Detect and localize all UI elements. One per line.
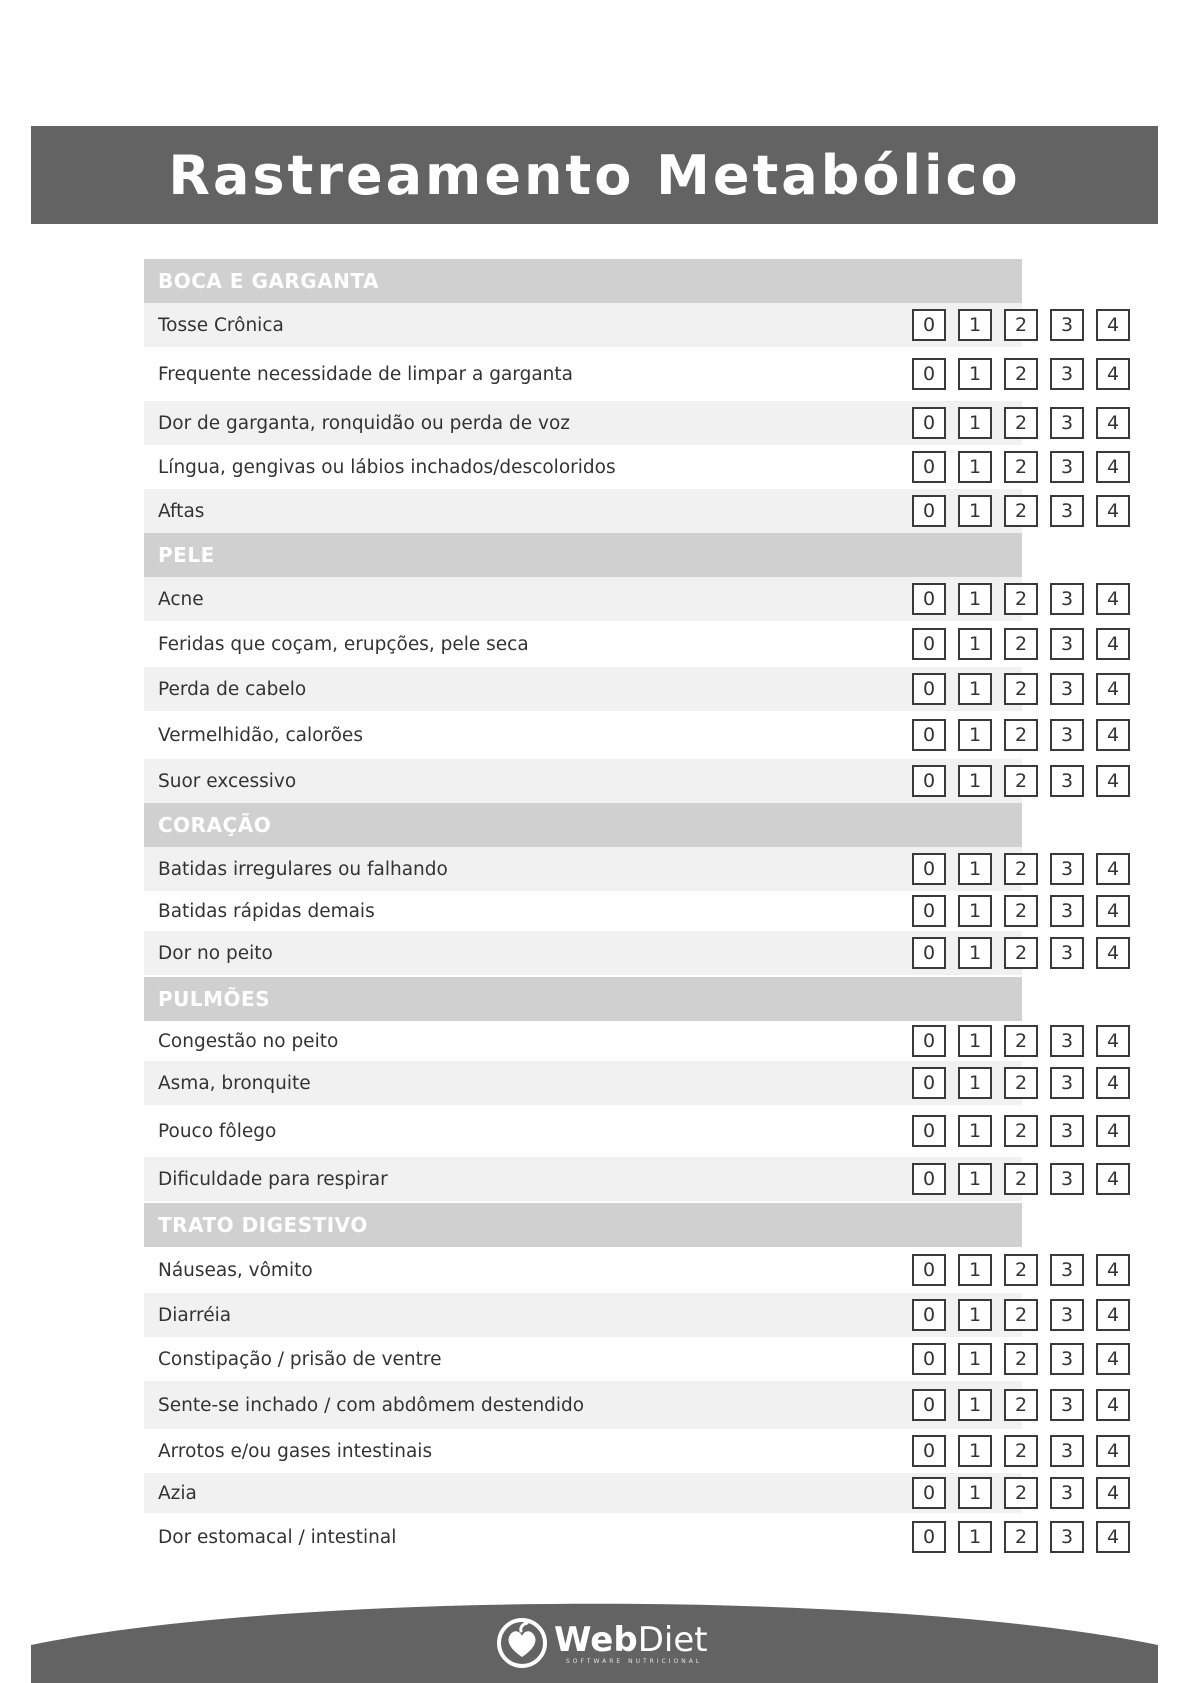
rating-scale bbox=[912, 1067, 1130, 1099]
rating-option-3[interactable]: 3 bbox=[1050, 628, 1084, 660]
rating-option-4[interactable]: 4 bbox=[1096, 451, 1130, 483]
rating-scale bbox=[912, 895, 1130, 927]
rating-option-4[interactable]: 4 bbox=[1096, 1299, 1130, 1331]
rating-option-2[interactable]: 2 bbox=[1004, 1389, 1038, 1421]
symptom-row bbox=[144, 1381, 1120, 1429]
rating-option-0[interactable]: 0 bbox=[912, 719, 946, 751]
symptom-label: Congestão no peito bbox=[158, 1030, 339, 1052]
rating-option-0[interactable]: 0 bbox=[912, 407, 946, 439]
symptom-label: Arrotos e/ou gases intestinais bbox=[158, 1440, 433, 1462]
rating-option-2[interactable]: 2 bbox=[1004, 1163, 1038, 1195]
heart-apple-icon bbox=[496, 1617, 548, 1669]
rating-option-3[interactable]: 3 bbox=[1050, 1521, 1084, 1553]
section-header: TRATO DIGESTIVO bbox=[144, 1203, 1022, 1247]
symptom-row bbox=[144, 759, 1120, 803]
rating-option-4[interactable]: 4 bbox=[1096, 583, 1130, 615]
rating-option-3[interactable]: 3 bbox=[1050, 765, 1084, 797]
rating-option-3[interactable]: 3 bbox=[1050, 853, 1084, 885]
symptom-label: Sente-se inchado / com abdômem destendido bbox=[158, 1394, 585, 1416]
rating-option-1[interactable]: 1 bbox=[958, 1254, 992, 1286]
rating-option-1[interactable]: 1 bbox=[958, 1115, 992, 1147]
rating-option-3[interactable]: 3 bbox=[1050, 1025, 1084, 1057]
rating-scale bbox=[912, 719, 1130, 751]
rating-option-2[interactable]: 2 bbox=[1004, 358, 1038, 390]
rating-option-0[interactable]: 0 bbox=[912, 1025, 946, 1057]
rating-option-3[interactable]: 3 bbox=[1050, 495, 1084, 527]
rating-option-2[interactable]: 2 bbox=[1004, 1254, 1038, 1286]
rating-option-3[interactable]: 3 bbox=[1050, 1163, 1084, 1195]
brand-light: Diet bbox=[637, 1619, 708, 1660]
header-banner bbox=[31, 126, 1158, 224]
rating-scale bbox=[912, 1254, 1130, 1286]
rating-option-1[interactable]: 1 bbox=[958, 358, 992, 390]
symptom-row bbox=[144, 1021, 1120, 1061]
rating-option-4[interactable]: 4 bbox=[1096, 673, 1130, 705]
rating-scale bbox=[912, 1299, 1130, 1331]
symptom-row bbox=[144, 577, 1120, 621]
symptom-label: Constipação / prisão de ventre bbox=[158, 1348, 442, 1370]
rating-option-2[interactable]: 2 bbox=[1004, 1477, 1038, 1509]
symptom-label: Dor no peito bbox=[158, 942, 273, 964]
rating-option-2[interactable]: 2 bbox=[1004, 407, 1038, 439]
brand-bold: Web bbox=[554, 1619, 638, 1660]
rating-scale bbox=[912, 765, 1130, 797]
rating-option-3[interactable]: 3 bbox=[1050, 1254, 1084, 1286]
symptom-label: Feridas que coçam, erupções, pele seca bbox=[158, 633, 529, 655]
rating-option-2[interactable]: 2 bbox=[1004, 937, 1038, 969]
rating-option-2[interactable]: 2 bbox=[1004, 1299, 1038, 1331]
symptom-row bbox=[144, 489, 1120, 533]
symptom-label: Vermelhidão, calorões bbox=[158, 724, 363, 746]
symptom-row bbox=[144, 931, 1120, 975]
rating-option-1[interactable]: 1 bbox=[958, 895, 992, 927]
rating-option-2[interactable]: 2 bbox=[1004, 895, 1038, 927]
rating-option-4[interactable]: 4 bbox=[1096, 1115, 1130, 1147]
symptom-label: Náuseas, vômito bbox=[158, 1259, 313, 1281]
rating-option-0[interactable]: 0 bbox=[912, 1435, 946, 1467]
rating-option-2[interactable]: 2 bbox=[1004, 309, 1038, 341]
rating-scale bbox=[912, 309, 1130, 341]
symptom-label: Asma, bronquite bbox=[158, 1072, 311, 1094]
rating-option-0[interactable]: 0 bbox=[912, 1389, 946, 1421]
symptom-row bbox=[144, 303, 1120, 347]
rating-scale bbox=[912, 1477, 1130, 1509]
rating-scale bbox=[912, 495, 1130, 527]
rating-scale bbox=[912, 1343, 1130, 1375]
symptom-label: Dor estomacal / intestinal bbox=[158, 1526, 397, 1548]
rating-option-2[interactable]: 2 bbox=[1004, 853, 1038, 885]
symptom-row bbox=[144, 1247, 1120, 1293]
symptom-row bbox=[144, 1513, 1120, 1561]
rating-option-4[interactable]: 4 bbox=[1096, 1435, 1130, 1467]
rating-option-1[interactable]: 1 bbox=[958, 583, 992, 615]
symptom-row bbox=[144, 1293, 1120, 1337]
rating-option-2[interactable]: 2 bbox=[1004, 628, 1038, 660]
symptom-label: Diarréia bbox=[158, 1304, 232, 1326]
symptom-label: Suor excessivo bbox=[158, 770, 297, 792]
rating-option-4[interactable]: 4 bbox=[1096, 1521, 1130, 1553]
rating-scale bbox=[912, 1521, 1130, 1553]
rating-option-0[interactable]: 0 bbox=[912, 1477, 946, 1509]
rating-option-3[interactable]: 3 bbox=[1050, 719, 1084, 751]
rating-option-2[interactable]: 2 bbox=[1004, 719, 1038, 751]
rating-option-3[interactable]: 3 bbox=[1050, 1299, 1084, 1331]
rating-scale bbox=[912, 1025, 1130, 1057]
rating-scale bbox=[912, 937, 1130, 969]
rating-option-0[interactable]: 0 bbox=[912, 1067, 946, 1099]
rating-option-0[interactable]: 0 bbox=[912, 1343, 946, 1375]
rating-option-1[interactable]: 1 bbox=[958, 451, 992, 483]
symptom-label: Dor de garganta, ronquidão ou perda de voz bbox=[158, 412, 570, 434]
rating-option-4[interactable]: 4 bbox=[1096, 407, 1130, 439]
symptom-row bbox=[144, 1157, 1120, 1201]
rating-option-4[interactable]: 4 bbox=[1096, 1343, 1130, 1375]
rating-option-4[interactable]: 4 bbox=[1096, 853, 1130, 885]
rating-option-2[interactable]: 2 bbox=[1004, 1521, 1038, 1553]
rating-option-2[interactable]: 2 bbox=[1004, 1115, 1038, 1147]
symptom-label: Batidas irregulares ou falhando bbox=[158, 858, 448, 880]
symptom-label: Dificuldade para respirar bbox=[158, 1168, 388, 1190]
rating-option-2[interactable]: 2 bbox=[1004, 1025, 1038, 1057]
symptom-label: Tosse Crônica bbox=[158, 314, 284, 336]
rating-option-2[interactable]: 2 bbox=[1004, 495, 1038, 527]
rating-option-3[interactable]: 3 bbox=[1050, 1477, 1084, 1509]
rating-option-1[interactable]: 1 bbox=[958, 719, 992, 751]
brand-tagline: SOFTWARE NUTRICIONAL bbox=[566, 1657, 703, 1665]
symptom-row bbox=[144, 1105, 1120, 1157]
rating-option-0[interactable]: 0 bbox=[912, 309, 946, 341]
symptom-label: Perda de cabelo bbox=[158, 678, 307, 700]
rating-scale bbox=[912, 451, 1130, 483]
rating-option-1[interactable]: 1 bbox=[958, 1025, 992, 1057]
rating-option-1[interactable]: 1 bbox=[958, 628, 992, 660]
rating-scale bbox=[912, 358, 1130, 390]
symptom-label: Azia bbox=[158, 1482, 197, 1504]
rating-option-2[interactable]: 2 bbox=[1004, 583, 1038, 615]
rating-option-1[interactable]: 1 bbox=[958, 853, 992, 885]
rating-option-1[interactable]: 1 bbox=[958, 1299, 992, 1331]
rating-option-1[interactable]: 1 bbox=[958, 1067, 992, 1099]
symptom-row bbox=[144, 891, 1120, 931]
rating-scale bbox=[912, 1435, 1130, 1467]
rating-option-1[interactable]: 1 bbox=[958, 1389, 992, 1421]
rating-option-4[interactable]: 4 bbox=[1096, 1025, 1130, 1057]
rating-option-0[interactable]: 0 bbox=[912, 1299, 946, 1331]
rating-option-3[interactable]: 3 bbox=[1050, 1343, 1084, 1375]
rating-option-4[interactable]: 4 bbox=[1096, 895, 1130, 927]
rating-option-1[interactable]: 1 bbox=[958, 309, 992, 341]
symptom-label: Aftas bbox=[158, 500, 205, 522]
rating-option-0[interactable]: 0 bbox=[912, 358, 946, 390]
rating-option-2[interactable]: 2 bbox=[1004, 1435, 1038, 1467]
rating-option-4[interactable]: 4 bbox=[1096, 937, 1130, 969]
symptom-label: Acne bbox=[158, 588, 204, 610]
section-header: BOCA E GARGANTA bbox=[144, 259, 1022, 303]
rating-option-3[interactable]: 3 bbox=[1050, 407, 1084, 439]
symptom-label: Língua, gengivas ou lábios inchados/descoloridos bbox=[158, 456, 616, 478]
rating-scale bbox=[912, 1389, 1130, 1421]
rating-option-1[interactable]: 1 bbox=[958, 1343, 992, 1375]
rating-option-0[interactable]: 0 bbox=[912, 1521, 946, 1553]
rating-option-3[interactable]: 3 bbox=[1050, 583, 1084, 615]
symptom-row bbox=[144, 445, 1120, 489]
rating-option-1[interactable]: 1 bbox=[958, 1435, 992, 1467]
rating-option-1[interactable]: 1 bbox=[958, 495, 992, 527]
rating-option-3[interactable]: 3 bbox=[1050, 895, 1084, 927]
rating-option-0[interactable]: 0 bbox=[912, 495, 946, 527]
rating-option-2[interactable]: 2 bbox=[1004, 1343, 1038, 1375]
rating-option-0[interactable]: 0 bbox=[912, 937, 946, 969]
symptom-row bbox=[144, 1337, 1120, 1381]
rating-option-0[interactable]: 0 bbox=[912, 673, 946, 705]
rating-option-4[interactable]: 4 bbox=[1096, 1254, 1130, 1286]
rating-option-0[interactable]: 0 bbox=[912, 451, 946, 483]
rating-option-4[interactable]: 4 bbox=[1096, 309, 1130, 341]
symptom-row bbox=[144, 1429, 1120, 1473]
rating-option-2[interactable]: 2 bbox=[1004, 451, 1038, 483]
symptom-row bbox=[144, 711, 1120, 759]
rating-option-0[interactable]: 0 bbox=[912, 1115, 946, 1147]
rating-option-3[interactable]: 3 bbox=[1050, 673, 1084, 705]
rating-option-3[interactable]: 3 bbox=[1050, 358, 1084, 390]
rating-option-4[interactable]: 4 bbox=[1096, 1067, 1130, 1099]
rating-option-3[interactable]: 3 bbox=[1050, 937, 1084, 969]
rating-option-1[interactable]: 1 bbox=[958, 765, 992, 797]
rating-option-2[interactable]: 2 bbox=[1004, 1067, 1038, 1099]
rating-option-1[interactable]: 1 bbox=[958, 1521, 992, 1553]
symptom-row bbox=[144, 347, 1120, 401]
symptom-label: Pouco fôlego bbox=[158, 1120, 277, 1142]
section-header: CORAÇÃO bbox=[144, 803, 1022, 847]
symptom-row bbox=[144, 621, 1120, 667]
rating-option-4[interactable]: 4 bbox=[1096, 1477, 1130, 1509]
rating-scale bbox=[912, 673, 1130, 705]
symptom-label: Frequente necessidade de limpar a garganta bbox=[158, 363, 573, 385]
rating-option-4[interactable]: 4 bbox=[1096, 765, 1130, 797]
rating-option-3[interactable]: 3 bbox=[1050, 309, 1084, 341]
rating-option-3[interactable]: 3 bbox=[1050, 1115, 1084, 1147]
rating-option-4[interactable]: 4 bbox=[1096, 719, 1130, 751]
rating-option-1[interactable]: 1 bbox=[958, 673, 992, 705]
page-title: Rastreamento Metabólico bbox=[168, 143, 1021, 207]
rating-option-3[interactable]: 3 bbox=[1050, 1067, 1084, 1099]
rating-option-2[interactable]: 2 bbox=[1004, 765, 1038, 797]
rating-option-0[interactable]: 0 bbox=[912, 1163, 946, 1195]
rating-scale bbox=[912, 1163, 1130, 1195]
rating-option-0[interactable]: 0 bbox=[912, 853, 946, 885]
rating-option-2[interactable]: 2 bbox=[1004, 673, 1038, 705]
rating-option-4[interactable]: 4 bbox=[1096, 1163, 1130, 1195]
rating-option-0[interactable]: 0 bbox=[912, 583, 946, 615]
rating-option-0[interactable]: 0 bbox=[912, 765, 946, 797]
rating-option-1[interactable]: 1 bbox=[958, 407, 992, 439]
rating-option-3[interactable]: 3 bbox=[1050, 1389, 1084, 1421]
rating-option-1[interactable]: 1 bbox=[958, 1163, 992, 1195]
symptom-row bbox=[144, 1473, 1120, 1513]
rating-option-1[interactable]: 1 bbox=[958, 937, 992, 969]
rating-scale bbox=[912, 583, 1130, 615]
rating-scale bbox=[912, 1115, 1130, 1147]
rating-option-1[interactable]: 1 bbox=[958, 1477, 992, 1509]
rating-option-3[interactable]: 3 bbox=[1050, 1435, 1084, 1467]
rating-scale bbox=[912, 853, 1130, 885]
rating-option-0[interactable]: 0 bbox=[912, 628, 946, 660]
rating-scale bbox=[912, 628, 1130, 660]
symptom-label: Batidas rápidas demais bbox=[158, 900, 375, 922]
section-header: PULMÕES bbox=[144, 977, 1022, 1021]
rating-option-4[interactable]: 4 bbox=[1096, 495, 1130, 527]
webdiet-logo bbox=[496, 1617, 708, 1669]
rating-option-4[interactable]: 4 bbox=[1096, 628, 1130, 660]
symptom-row bbox=[144, 1061, 1120, 1105]
symptom-row bbox=[144, 847, 1120, 891]
rating-option-0[interactable]: 0 bbox=[912, 895, 946, 927]
rating-option-4[interactable]: 4 bbox=[1096, 1389, 1130, 1421]
symptom-row bbox=[144, 401, 1120, 445]
rating-option-4[interactable]: 4 bbox=[1096, 358, 1130, 390]
section-header: PELE bbox=[144, 533, 1022, 577]
symptom-row bbox=[144, 667, 1120, 711]
rating-option-0[interactable]: 0 bbox=[912, 1254, 946, 1286]
rating-option-3[interactable]: 3 bbox=[1050, 451, 1084, 483]
rating-scale bbox=[912, 407, 1130, 439]
